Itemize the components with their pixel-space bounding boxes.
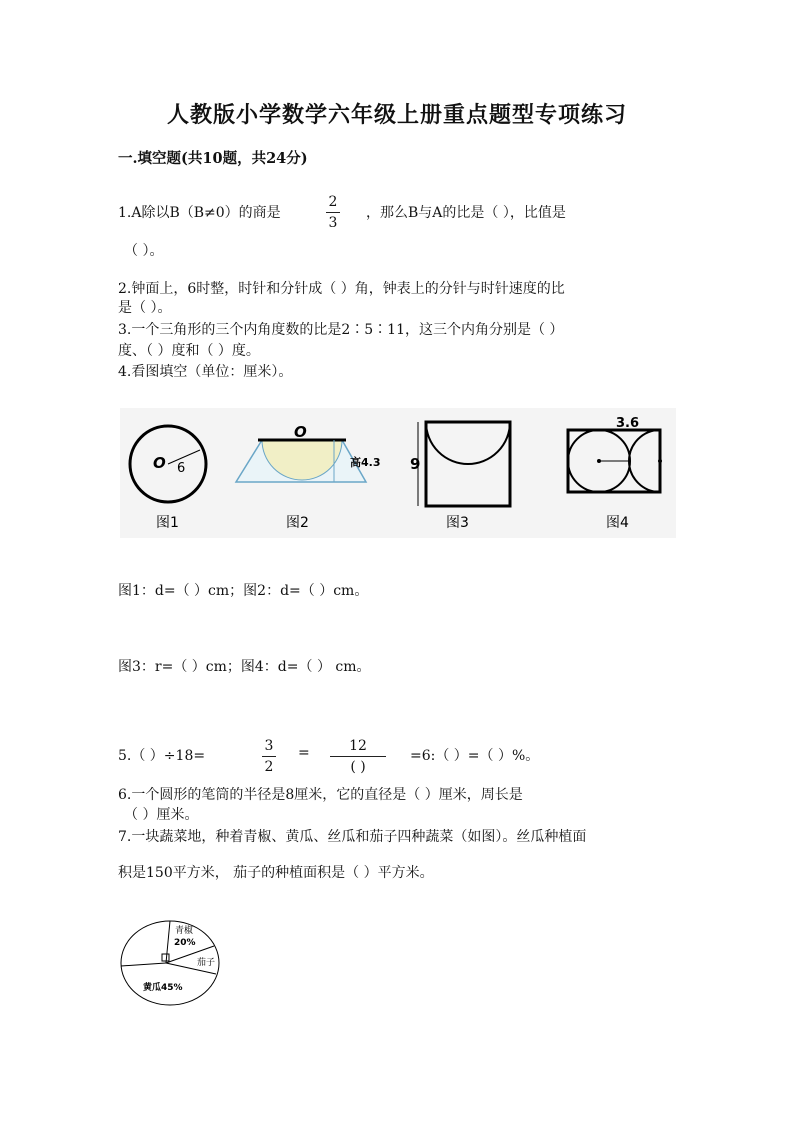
q1-text-b: ，那么B与A的比是（ ），比值是 bbox=[366, 205, 566, 221]
q6-line2: （ ）厘米。 bbox=[124, 807, 199, 823]
q1-text-a: 1.A除以B（B≠0）的商是 bbox=[118, 205, 281, 221]
fig1-radius-label: 6 bbox=[177, 461, 186, 476]
q1-fraction-numerator: 2 bbox=[328, 194, 338, 210]
q5-fraction-1 bbox=[262, 738, 276, 775]
q7-pie-chart bbox=[118, 918, 224, 1008]
fraction-bar bbox=[330, 756, 386, 757]
pie-value-qingjiao: 20% bbox=[174, 938, 196, 948]
page-title: 人教版小学数学六年级上册重点题型专项练习 bbox=[166, 102, 627, 128]
pie-label-qiezi: 茄子 bbox=[197, 958, 216, 968]
pie-label-qingjiao: 青椒 bbox=[175, 926, 194, 936]
q5-equals: = bbox=[298, 745, 310, 761]
q1-fraction bbox=[326, 194, 340, 231]
fraction-bar bbox=[262, 756, 276, 757]
q3-line2: 度、（ ）度和（ ）度。 bbox=[118, 343, 260, 359]
q5-text-b: =6:（ ）=（ ）%。 bbox=[410, 748, 540, 764]
q6-line1: 6.一个圆形的笔筒的半径是8厘米，它的直径是（ ）厘米，周长是 bbox=[118, 787, 523, 803]
q5-fraction-2 bbox=[330, 738, 386, 775]
fig2-center-label: O bbox=[294, 423, 307, 441]
fig2-height-label: 高4.3 bbox=[350, 456, 381, 469]
fig2-caption: 图2 bbox=[286, 515, 309, 531]
q2-line2: 是（ ）。 bbox=[118, 300, 172, 316]
fig3-caption: 图3 bbox=[446, 515, 469, 531]
q1-text-c: （ ）。 bbox=[124, 243, 164, 259]
fig4-right-dot bbox=[658, 459, 662, 463]
q5-fraction2-numerator: 12 bbox=[349, 738, 367, 754]
fig4-caption: 图4 bbox=[606, 515, 629, 531]
fraction-bar bbox=[326, 212, 340, 213]
q5-text-a: 5.（ ）÷18= bbox=[118, 748, 206, 764]
q2-line1: 2.钟面上，6时整，时针和分针成（ ）角，钟表上的分针与时针速度的比 bbox=[118, 281, 565, 297]
q4-figures bbox=[120, 408, 676, 538]
fig4-center-dot bbox=[597, 459, 601, 463]
q5-fraction2-denominator: ( ) bbox=[350, 759, 366, 775]
q4-answer-line2: 图3：r=（ ）cm；图4：d=（ ） cm。 bbox=[118, 659, 371, 675]
q7-line1: 7.一块蔬菜地，种着青椒、黄瓜、丝瓜和茄子四种蔬菜（如图）。丝瓜种植面 bbox=[118, 829, 587, 845]
q5-fraction1-numerator: 3 bbox=[264, 738, 274, 754]
fig1-center-label: O bbox=[153, 454, 166, 472]
q4-answer-line1: 图1：d=（ ）cm；图2：d=（ ）cm。 bbox=[118, 583, 369, 599]
fig3-side-label: 9 bbox=[410, 455, 421, 473]
pie-label-huanggua: 黄瓜45% bbox=[143, 983, 183, 993]
q1-fraction-denominator: 3 bbox=[328, 215, 338, 231]
q7-line2: 积是150平方米， 茄子的种植面积是（ ）平方米。 bbox=[118, 865, 434, 881]
q5-fraction1-denominator: 2 bbox=[264, 759, 274, 775]
q4-prompt: 4.看图填空（单位：厘米）。 bbox=[118, 364, 293, 380]
fig4-top-label: 3.6 bbox=[616, 416, 640, 431]
q3-line1: 3.一个三角形的三个内角度数的比是2∶5∶11，这三个内角分别是（ ） bbox=[118, 322, 564, 338]
section-heading: 一.填空题(共10题，共24分) bbox=[118, 150, 308, 167]
fig1-caption: 图1 bbox=[156, 515, 179, 531]
